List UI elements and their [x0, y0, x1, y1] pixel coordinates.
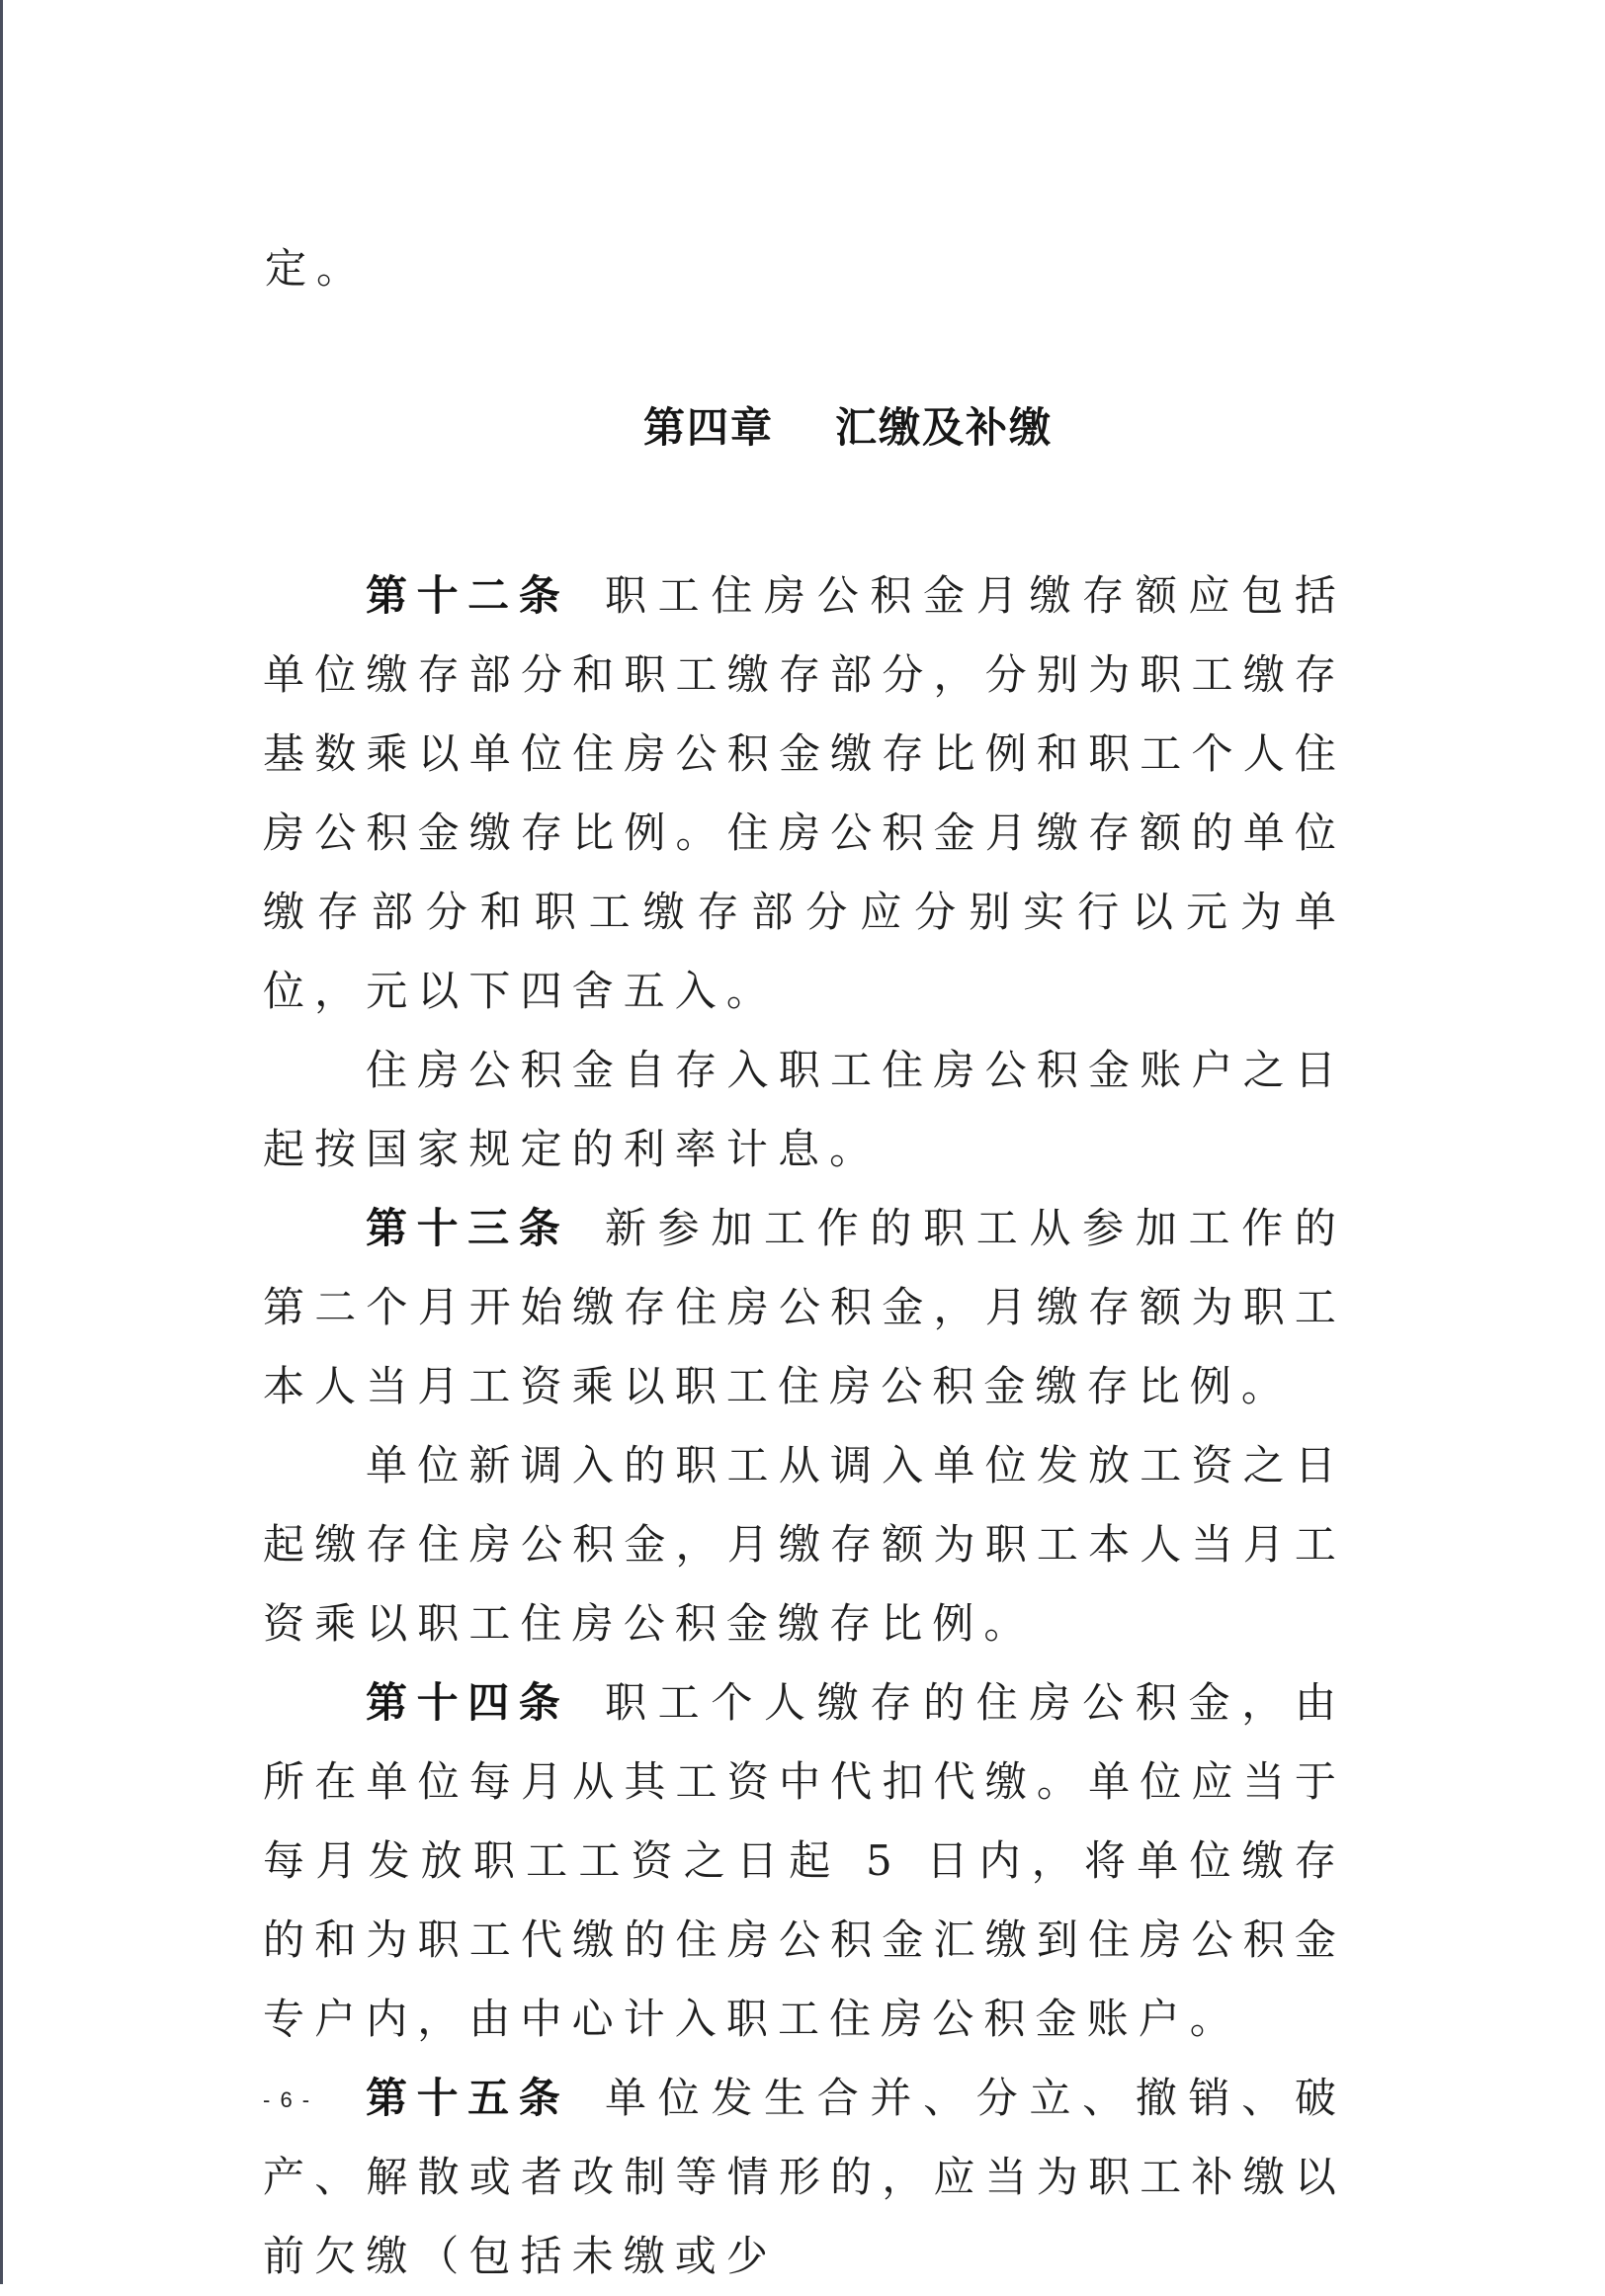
paragraph-text: 住房公积金自存入职工住房公积金账户之日起按国家规定的利率计息。 — [263, 1046, 1346, 1173]
article-text: 单位发生合并、分立、撤销、破产、解散或者改制等情形的，应当为职工补缴以前欠缴（包括未缴或少 — [263, 2074, 1346, 2280]
article-label: 第十五条 — [366, 2074, 570, 2122]
chapter-title: 汇缴及补缴 — [835, 403, 1054, 452]
article-text: 职工住房公积金月缴存额应包括单位缴存部分和职工缴存部分，分别为职工缴存基数乘以单位住房公积金缴存比例和职工个人住房公积金缴存比例。住房公积金月缴存额的单位缴存部分和职工缴存部分应分别实行以元为单位，元以下四舍五入。 — [263, 571, 1346, 1015]
chapter-heading — [0, 400, 1605, 456]
page-number: - 6 - — [263, 2087, 312, 2112]
paragraph-interest — [263, 1031, 1346, 1189]
body-text — [263, 556, 1346, 2296]
article-15 — [263, 2059, 1346, 2296]
article-label: 第十二条 — [366, 571, 570, 620]
article-12 — [263, 556, 1346, 1031]
article-text: 职工个人缴存的住房公积金，由所在单位每月从其工资中代扣代缴。单位应当于每月发放职工工资之日起 5 日内，将单位缴存的和为职工代缴的住房公积金汇缴到住房公积金专户内，由中心计入职工住房公积金账户。 — [263, 1678, 1346, 2043]
paragraph-text: 单位新调入的职工从调入单位发放工资之日起缴存住房公积金，月缴存额为职工本人当月工资乘以职工住房公积金缴存比例。 — [263, 1441, 1346, 1648]
continued-text: 定。 — [265, 244, 369, 293]
chapter-number: 第四章 — [642, 403, 774, 452]
article-label: 第十三条 — [366, 1204, 570, 1252]
paragraph-transfer — [263, 1426, 1346, 1663]
article-14 — [263, 1663, 1346, 2059]
article-label: 第十四条 — [366, 1678, 570, 1727]
article-text: 新参加工作的职工从参加工作的第二个月开始缴存住房公积金，月缴存额为职工本人当月工资乘以职工住房公积金缴存比例。 — [263, 1204, 1346, 1410]
article-13 — [263, 1189, 1346, 1426]
